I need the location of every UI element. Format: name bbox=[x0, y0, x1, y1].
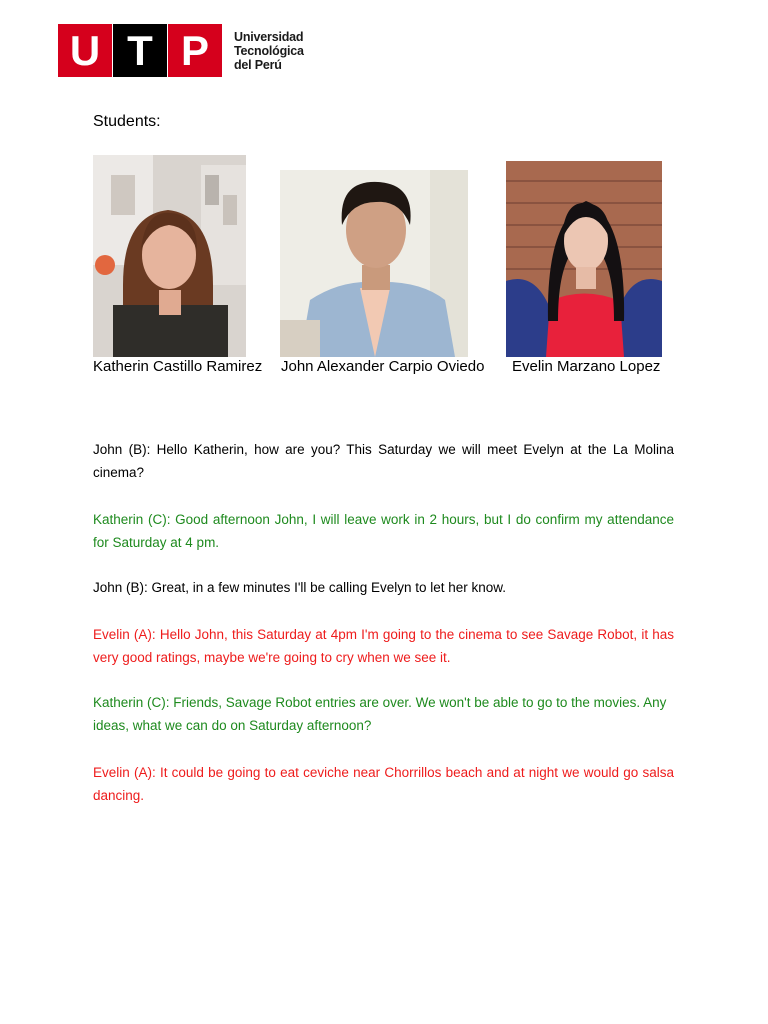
logo-name-line: del Perú bbox=[234, 58, 282, 72]
student-photo-katherin bbox=[93, 155, 246, 357]
utp-logo bbox=[58, 24, 310, 78]
logo-letter-t: T bbox=[113, 24, 167, 77]
logo-letter-p: P bbox=[168, 24, 222, 77]
logo-university-name bbox=[234, 30, 304, 72]
students-heading: Students: bbox=[93, 113, 161, 130]
student-name-caption: Katherin Castillo Ramirez bbox=[93, 358, 263, 375]
student-photo-john bbox=[280, 170, 468, 357]
student-name-caption: Evelin Marzano Lopez bbox=[512, 358, 661, 375]
logo-letter-u: U bbox=[58, 24, 112, 77]
logo-name-line: Universidad bbox=[234, 30, 304, 44]
logo-name-line: Tecnológica bbox=[234, 44, 304, 58]
dialogue-line: Katherin (C): Friends, Savage Robot entries are over. We won't be able to go to the movies. Any ideas, what we can do on Saturday afternoon? bbox=[93, 695, 667, 733]
student-photo-evelin bbox=[506, 161, 662, 357]
student-name-caption: John Alexander Carpio Oviedo bbox=[281, 358, 485, 375]
dialogue-line: Katherin (C): Good afternoon John, I will leave work in 2 hours, but I do confirm my attendance for Saturday at 4 pm. bbox=[93, 512, 674, 550]
dialogue-line: John (B): Hello Katherin, how are you? This Saturday we will meet Evelyn at the La Molina cinema? bbox=[93, 442, 674, 480]
dialogue-line: Evelin (A): It could be going to eat ceviche near Chorrillos beach and at night we would go salsa dancing. bbox=[93, 765, 674, 803]
dialogue-line: John (B): Great, in a few minutes I'll be calling Evelyn to let her know. bbox=[93, 580, 507, 595]
dialogue-line: Evelin (A): Hello John, this Saturday at 4pm I'm going to the cinema to see Savage Robot, it has very good ratings, maybe we're going to cry when we see it. bbox=[93, 627, 674, 665]
